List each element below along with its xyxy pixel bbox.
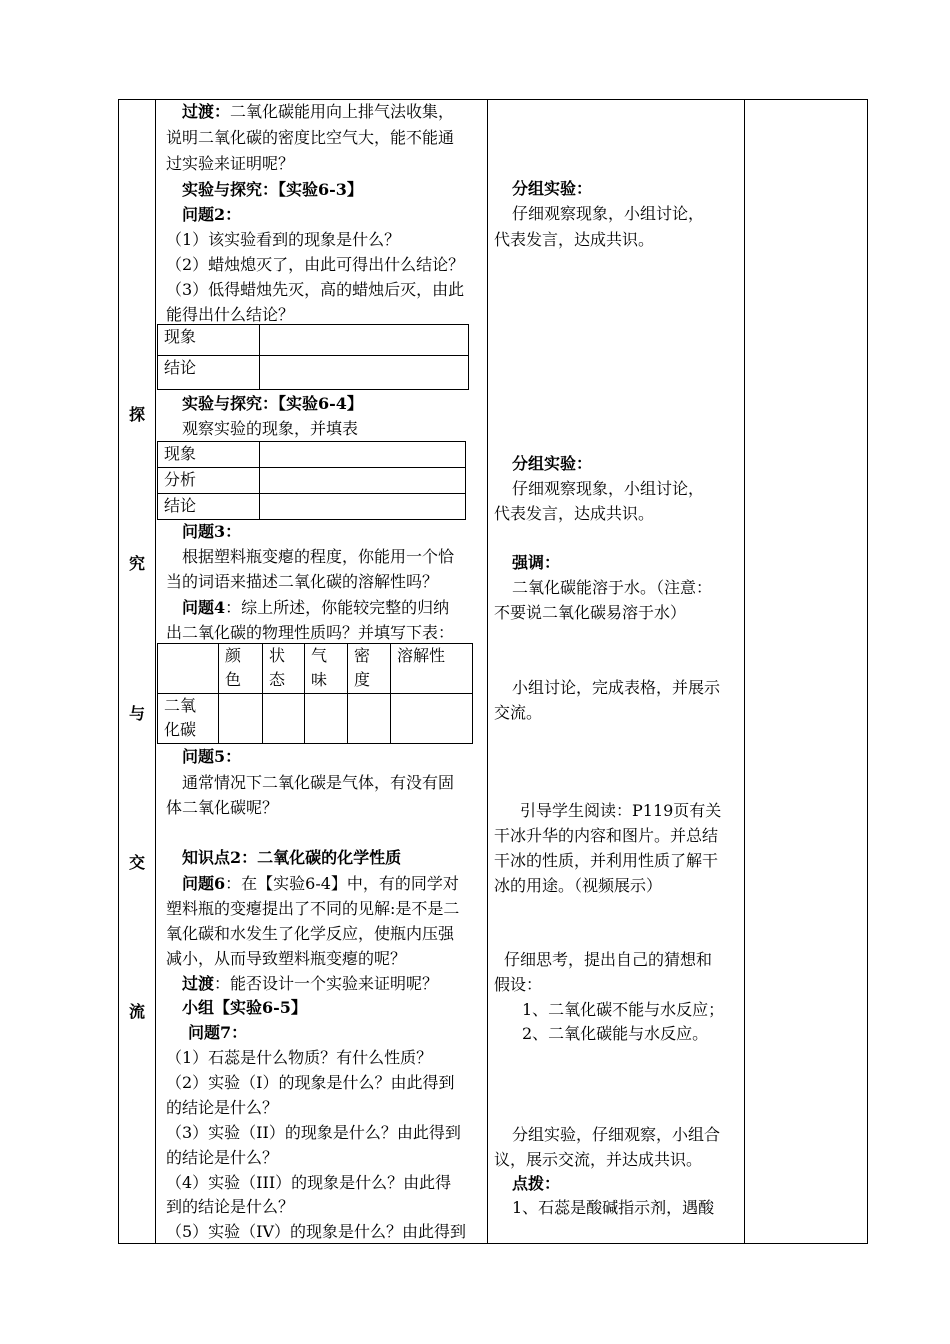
question-text: 出二氧化碳的物理性质吗？并填写下表： [166, 623, 455, 642]
activity-text: 冰的用途。（视频展示） [494, 876, 663, 895]
activity-text: 仔细观察现象，小组讨论， [512, 479, 705, 498]
table-cell [219, 694, 263, 744]
side-label: 探 [129, 405, 146, 424]
table-cell: 状 态 [263, 644, 305, 694]
question-text: 到的结论是什么？ [166, 1197, 295, 1216]
question-text: 当的词语来描述二氧化碳的溶解性吗？ [166, 572, 439, 591]
table-cell: 分析 [158, 468, 260, 494]
table-cell [305, 694, 348, 744]
question-text: 的结论是什么？ [166, 1098, 279, 1117]
question-text: 的结论是什么？ [166, 1148, 279, 1167]
question-text: 氧化碳和水发生了化学反应，使瓶内压强 [166, 924, 455, 943]
activity-text: 仔细观察现象，小组讨论， [512, 204, 705, 223]
question-text: 塑料瓶的变瘪提出了不同的见解:是不是二 [166, 899, 460, 918]
column-divider [744, 100, 745, 1243]
question-text: （3）实验（II）的现象是什么？由此得到 [166, 1123, 461, 1142]
table-cell: 结论 [158, 356, 260, 390]
question-text: （5）实验（IV）的现象是什么？由此得到 [166, 1222, 467, 1241]
side-label: 流 [129, 1002, 146, 1021]
table-cell [260, 356, 469, 390]
knowledge-point-heading: 知识点2：二氧化碳的化学性质 [182, 848, 402, 867]
side-label: 与 [129, 704, 146, 723]
transition-text: 过渡：二氧化碳能用向上排气法收集， [182, 102, 455, 121]
transition-text: 过渡：能否设计一个实验来证明呢？ [182, 974, 439, 993]
transition-text: 说明二氧化碳的密度比空气大，能不能通 [166, 128, 455, 147]
question-text: 减小，从而导致塑料瓶变瘪的呢？ [166, 949, 407, 968]
activity-text: 小组讨论，完成表格，并展示 [512, 678, 721, 697]
observation-table-1 [157, 324, 469, 390]
observation-table-2 [157, 441, 466, 520]
side-label: 交 [129, 853, 146, 872]
activity-text: 仔细思考，提出自己的猜想和 [504, 950, 713, 969]
activity-text: 1、石蕊是酸碱指示剂，遇酸 [512, 1198, 715, 1217]
question-text: （3）低得蜡烛先灭，高的蜡烛后灭，由此 [166, 280, 465, 299]
side-label: 究 [129, 554, 146, 573]
column-divider [487, 100, 488, 1243]
transition-text: 过实验来证明呢？ [166, 154, 295, 173]
table-cell: 现象 [158, 442, 260, 468]
question-text: （2）实验（I）的现象是什么？由此得到 [166, 1073, 455, 1092]
properties-table [157, 643, 473, 744]
activity-heading: 点拨： [512, 1174, 561, 1193]
activity-text: 交流。 [494, 703, 543, 722]
experiment-heading: 小组【实验6-5】 [182, 998, 307, 1017]
question-text: 问题4：综上所述，你能较完整的归纳 [182, 598, 450, 617]
question-text: （1）石蕊是什么物质？有什么性质？ [166, 1048, 433, 1067]
activity-text: 议，展示交流，并达成共识。 [494, 1150, 703, 1169]
table-cell [158, 644, 219, 694]
column-divider [155, 100, 156, 1243]
table-cell [391, 694, 473, 744]
table-cell: 现象 [158, 325, 260, 356]
experiment-heading: 实验与探究：【实验6-4】 [182, 394, 363, 413]
table-cell: 溶解性 [391, 644, 473, 694]
activity-text: 干冰升华的内容和图片。并总结 [494, 826, 719, 845]
table-cell [348, 694, 391, 744]
table-cell: 颜 色 [219, 644, 263, 694]
activity-heading: 强调： [512, 553, 561, 572]
activity-text: 代表发言，达成共识。 [494, 504, 655, 523]
table-cell: 密 度 [348, 644, 391, 694]
table-cell [260, 325, 469, 356]
question-title: 问题3： [182, 522, 242, 541]
table-cell: 二氧 化碳 [158, 694, 219, 744]
activity-text: 代表发言，达成共识。 [494, 230, 655, 249]
table-cell: 气 味 [305, 644, 348, 694]
experiment-heading: 实验与探究：【实验6-3】 [182, 180, 363, 199]
question-text: （1）该实验看到的现象是什么？ [166, 230, 401, 249]
table-cell [260, 442, 466, 468]
activity-text: 引导学生阅读：P119页有关 [520, 801, 722, 820]
table-cell [260, 494, 466, 520]
activity-text: 二氧化碳能溶于水。（注意： [512, 578, 713, 597]
activity-heading: 分组实验： [512, 179, 593, 198]
question-text: （4）实验（III）的现象是什么？由此得 [166, 1173, 452, 1192]
activity-heading: 分组实验： [512, 454, 593, 473]
experiment-description: 观察实验的现象，并填表 [182, 419, 359, 438]
question-title: 问题2： [182, 205, 242, 224]
hypothesis-text: 2、二氧化碳能与水反应。 [522, 1024, 709, 1043]
activity-text: 假设： [494, 975, 543, 994]
question-text: 问题6：在【实验6-4】中，有的同学对 [182, 874, 459, 893]
question-title: 问题7： [188, 1023, 248, 1042]
question-title: 问题5： [182, 747, 242, 766]
question-text: 根据塑料瓶变瘪的程度，你能用一个恰 [182, 547, 455, 566]
question-text: 通常情况下二氧化碳是气体，有没有固 [182, 773, 455, 792]
table-cell [263, 694, 305, 744]
table-cell: 结论 [158, 494, 260, 520]
table-cell [260, 468, 466, 494]
question-text: 体二氧化碳呢？ [166, 798, 279, 817]
activity-text: 分组实验，仔细观察，小组合 [512, 1125, 721, 1144]
question-text: （2）蜡烛熄灭了，由此可得出什么结论？ [166, 255, 465, 274]
hypothesis-text: 1、二氧化碳不能与水反应； [522, 1000, 725, 1019]
activity-text: 不要说二氧化碳易溶于水） [494, 603, 687, 622]
activity-text: 干冰的性质，并利用性质了解干 [494, 851, 719, 870]
question-text: 能得出什么结论？ [166, 305, 295, 324]
